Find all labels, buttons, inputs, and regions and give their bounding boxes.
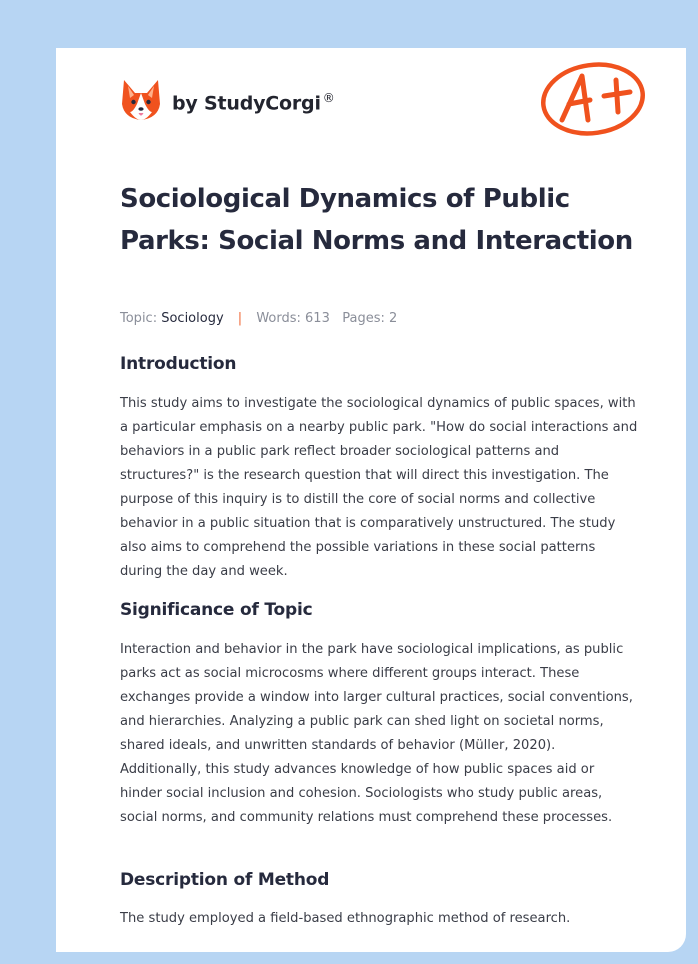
doc-meta: [120, 311, 397, 326]
document-page: [56, 48, 686, 952]
page-count: Pages: 2: [342, 311, 398, 326]
section-text-introduction: This study aims to investigate the sociological dynamics of public spaces, with a particular emphasis on a nearby public park. "How do social interactions and behaviors in a public park reflect broader sociological patterns and structures?" is the research question that will direct this investigation. The purpose of this inquiry is to distill the core of social norms and collective behavior in a public situation that is comparatively unstructured. The study also aims to comprehend the possible variations in these social patterns during the day and week.: [120, 396, 638, 579]
section-heading-significance: Significance of Topic: [120, 600, 313, 620]
topic-link[interactable]: Sociology: [161, 311, 224, 326]
topic-label: Topic:: [120, 311, 158, 326]
section-heading-method: Description of Method: [120, 870, 330, 890]
grade-text: A+: [538, 58, 540, 59]
section-heading-introduction: Introduction: [120, 354, 237, 374]
logo[interactable]: [120, 76, 335, 124]
page-title: Sociological Dynamics of Public Parks: Social Norms and Interaction: [120, 184, 633, 256]
word-count: Words: 613: [256, 311, 330, 326]
section-text-significance: Interaction and behavior in the park have sociological implications, as public parks act as social microcosms where different groups interact. These exchanges provide a window into larger cultural practices, social conventions, and hierarchies. Analyzing a public park can shed light on societal norms, shared ideals, and unwritten standards of behavior (Müller, 2020). Additionally, this study advances knowledge of how public spaces aid or hinder social inclusion and cohesion. Sociologists who study public areas, social norms, and community relations must comprehend these processes.: [120, 642, 633, 825]
section-text-method: The study employed a field-based ethnographic method of research.: [120, 911, 571, 926]
a-plus-grade-stamp: [538, 58, 648, 140]
brand-name: by StudyCorgi ®: [172, 91, 335, 115]
meta-separator: |: [237, 311, 243, 326]
corgi-logo-icon: [120, 76, 162, 124]
